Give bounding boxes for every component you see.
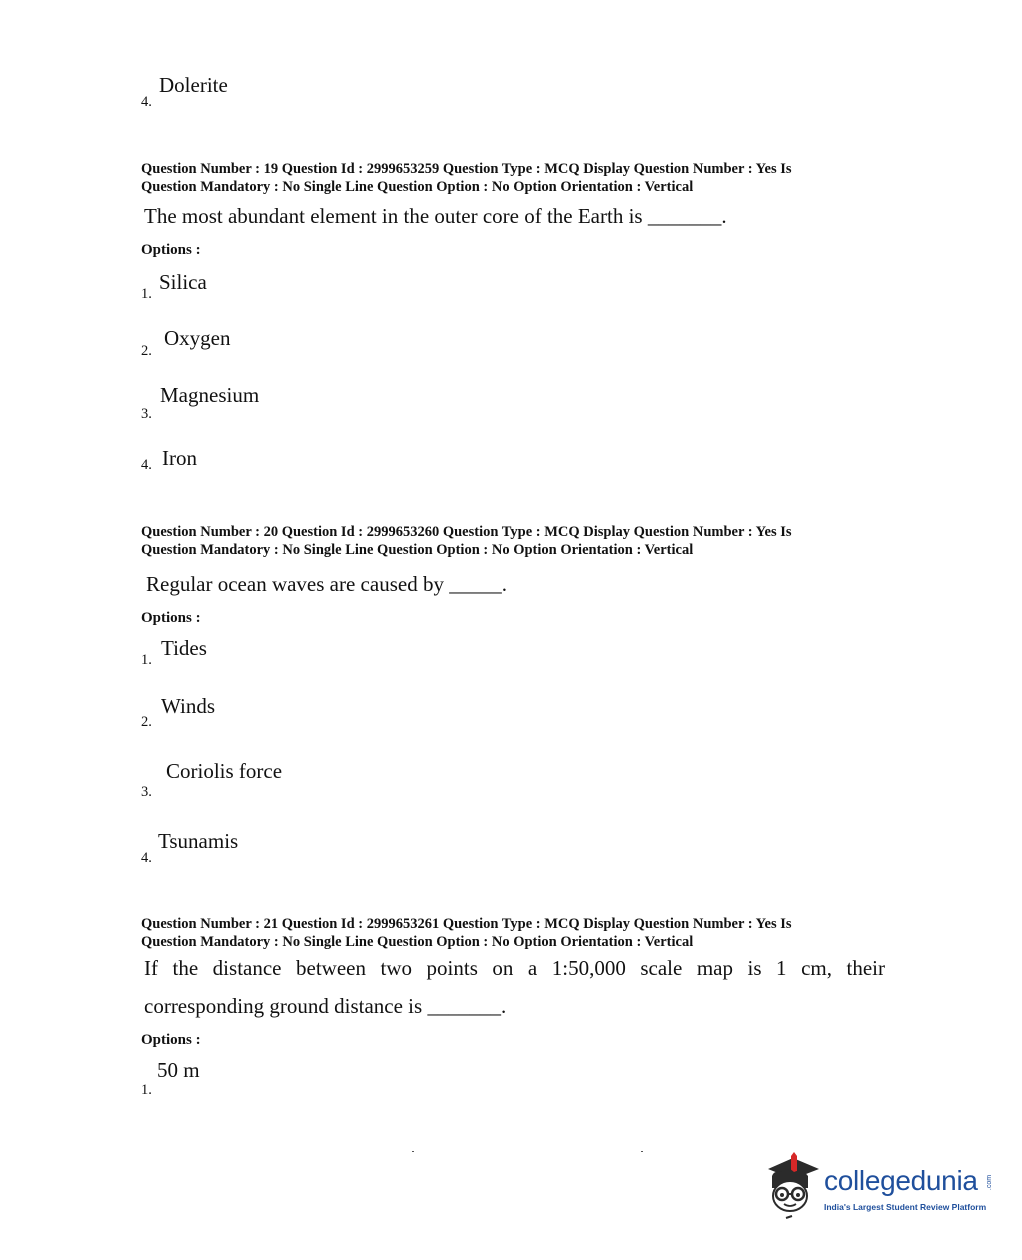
option-number: 2. — [141, 343, 152, 359]
question-text-line2: corresponding ground distance is _______. — [144, 994, 507, 1018]
option-number: 1. — [141, 1082, 152, 1098]
option-text: 50 m — [157, 1058, 200, 1082]
question-meta-line2: Question Mandatory : No Single Line Question Option : No Option Orientation : Vertical — [141, 542, 694, 558]
logo-wordmark: collegedunia — [824, 1165, 978, 1196]
option-text: Dolerite — [159, 73, 228, 97]
option-number: 3. — [141, 784, 152, 800]
scan-mark — [641, 1151, 643, 1152]
option-text: Winds — [161, 694, 215, 718]
option-number: 4. — [141, 850, 152, 866]
option-number: 3. — [141, 406, 152, 422]
mascot-icon — [764, 1152, 822, 1224]
option-text: Magnesium — [160, 383, 260, 407]
options-label: Options : — [141, 1032, 201, 1048]
options-label: Options : — [141, 610, 201, 626]
option-text: Silica — [159, 270, 207, 294]
question-meta-line1: Question Number : 21 Question Id : 2999653261 Question Type : MCQ Display Question Number : Yes Is — [141, 916, 792, 932]
option-text: Tides — [161, 636, 207, 660]
option-text: Oxygen — [164, 326, 231, 350]
options-label: Options : — [141, 242, 201, 258]
option-number: 1. — [141, 286, 152, 302]
option-text: Iron — [162, 446, 197, 470]
logo-tagline: India's Largest Student Review Platform — [824, 1202, 987, 1212]
logo-domain-suffix: .com — [986, 1174, 994, 1191]
collegedunia-logo[interactable] — [764, 1152, 1004, 1224]
option-text: Tsunamis — [158, 829, 239, 853]
scan-mark — [412, 1151, 414, 1152]
question-meta-line1: Question Number : 20 Question Id : 2999653260 Question Type : MCQ Display Question Number : Yes Is — [141, 524, 792, 540]
question-text: Regular ocean waves are caused by _____. — [146, 572, 507, 596]
question-text-line1: If the distance between two points on a 1:50,000 scale map is 1 cm, their — [144, 956, 885, 980]
option-number: 4. — [141, 457, 152, 473]
question-meta-line2: Question Mandatory : No Single Line Question Option : No Option Orientation : Vertical — [141, 179, 694, 195]
question-text: The most abundant element in the outer core of the Earth is _______. — [144, 204, 727, 228]
question-meta-line2: Question Mandatory : No Single Line Question Option : No Option Orientation : Vertical — [141, 934, 694, 950]
option-number: 1. — [141, 652, 152, 668]
option-number: 2. — [141, 714, 152, 730]
option-number: 4. — [141, 94, 152, 110]
option-text: Coriolis force — [166, 759, 283, 783]
question-meta-line1: Question Number : 19 Question Id : 2999653259 Question Type : MCQ Display Question Number : Yes Is — [141, 161, 792, 177]
